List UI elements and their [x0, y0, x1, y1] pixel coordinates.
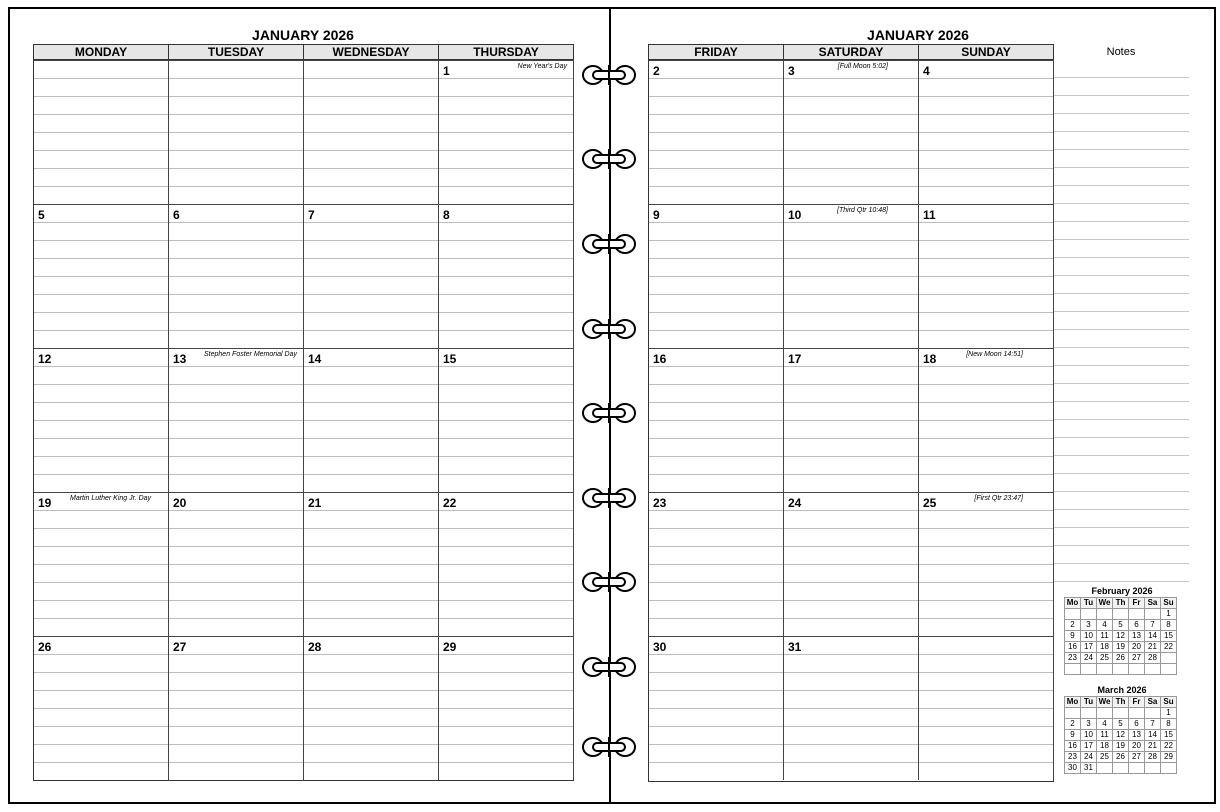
mini-day: 25 — [1097, 752, 1113, 763]
notes-line — [1054, 77, 1189, 78]
mini-day: 5 — [1113, 719, 1129, 730]
mini-day — [1161, 664, 1177, 675]
mini-day: 10 — [1081, 730, 1097, 741]
mini-weekday-header: Mo — [1065, 598, 1081, 609]
day-cell[interactable] — [34, 636, 169, 780]
day-cell[interactable] — [784, 348, 919, 492]
mini-day — [1081, 664, 1097, 675]
mini-day: 13 — [1129, 631, 1145, 642]
day-number: 21 — [308, 496, 322, 510]
weekday-header-saturday: SATURDAY — [784, 45, 919, 60]
notes-line — [1054, 437, 1189, 438]
mini-day — [1097, 609, 1113, 620]
notes-line — [1054, 113, 1189, 114]
day-cell[interactable] — [649, 60, 784, 204]
day-number: 8 — [443, 208, 450, 222]
day-number: 6 — [173, 208, 180, 222]
day-cell[interactable] — [649, 348, 784, 492]
day-cell[interactable] — [169, 348, 304, 492]
notes-line — [1054, 131, 1189, 132]
notes-line — [1054, 455, 1189, 456]
weekday-header-thursday: THURSDAY — [439, 45, 574, 60]
mini-day — [1129, 609, 1145, 620]
notes-title: Notes — [1106, 46, 1136, 58]
day-cell[interactable] — [439, 60, 574, 204]
mini-day: 24 — [1081, 752, 1097, 763]
notes-line — [1054, 311, 1189, 312]
day-cell[interactable] — [169, 204, 304, 348]
weekday-header-wednesday: WEDNESDAY — [304, 45, 439, 60]
mini-day: 25 — [1097, 653, 1113, 664]
notes-line — [1054, 527, 1189, 528]
mini-day: 28 — [1145, 752, 1161, 763]
day-number: 17 — [788, 352, 802, 366]
day-number: 31 — [788, 640, 802, 654]
notes-line — [1054, 329, 1189, 330]
mini-day — [1161, 763, 1177, 774]
mini-day: 9 — [1065, 631, 1081, 642]
notes-line — [1054, 239, 1189, 240]
mini-day — [1161, 653, 1177, 664]
mini-day — [1081, 609, 1097, 620]
mini-day — [1065, 708, 1081, 719]
notes-line — [1054, 257, 1189, 258]
day-number: 30 — [653, 640, 667, 654]
binder-ring-icon — [581, 318, 637, 340]
notes-line — [1054, 581, 1189, 582]
weekday-header-tuesday: TUESDAY — [169, 45, 304, 60]
notes-line — [1054, 545, 1189, 546]
day-cell[interactable] — [439, 204, 574, 348]
day-cell[interactable] — [784, 636, 919, 780]
mini-day: 16 — [1065, 642, 1081, 653]
mini-day: 27 — [1129, 653, 1145, 664]
day-cell[interactable] — [169, 60, 304, 204]
mini-day: 15 — [1161, 730, 1177, 741]
mini-day: 2 — [1065, 719, 1081, 730]
mini-day: 28 — [1145, 653, 1161, 664]
mini-weekday-header: Fr — [1129, 598, 1145, 609]
day-cell[interactable] — [784, 204, 919, 348]
mini-weekday-header: Tu — [1081, 697, 1097, 708]
mini-weekday-header: Sa — [1145, 598, 1161, 609]
mini-day: 19 — [1113, 642, 1129, 653]
right-month-title: JANUARY 2026 — [867, 27, 969, 43]
mini-day: 9 — [1065, 730, 1081, 741]
notes-line — [1054, 293, 1189, 294]
mini-day: 8 — [1161, 620, 1177, 631]
binder-ring-icon — [581, 571, 637, 593]
mini-day: 30 — [1065, 763, 1081, 774]
mini-day — [1065, 609, 1081, 620]
mini-calendar — [1064, 696, 1177, 774]
day-number: 11 — [923, 208, 936, 222]
mini-day: 27 — [1129, 752, 1145, 763]
notes-line — [1054, 185, 1189, 186]
day-cell[interactable] — [649, 492, 784, 636]
day-cell[interactable] — [304, 204, 439, 348]
mini-day: 21 — [1145, 642, 1161, 653]
day-cell[interactable] — [34, 204, 169, 348]
day-number: 10 — [788, 208, 802, 222]
day-number: 29 — [443, 640, 457, 654]
notes-line — [1054, 473, 1189, 474]
mini-day: 4 — [1097, 620, 1113, 631]
notes-line — [1054, 95, 1189, 96]
day-cell[interactable] — [784, 60, 919, 204]
mini-weekday-header: We — [1097, 598, 1113, 609]
notes-line — [1054, 401, 1189, 402]
day-number: 9 — [653, 208, 660, 222]
day-cell[interactable] — [784, 492, 919, 636]
mini-day: 5 — [1113, 620, 1129, 631]
mini-day: 29 — [1161, 752, 1177, 763]
day-number: 14 — [308, 352, 322, 366]
day-number: 13 — [173, 352, 187, 366]
binder-ring-icon — [581, 487, 637, 509]
holiday-note: [First Qtr 23:47] — [974, 495, 1023, 502]
day-number: 20 — [173, 496, 187, 510]
mini-weekday-header: Su — [1161, 598, 1177, 609]
day-cell[interactable] — [439, 492, 574, 636]
day-number: 22 — [443, 496, 457, 510]
day-cell[interactable] — [169, 492, 304, 636]
mini-day: 24 — [1081, 653, 1097, 664]
mini-day: 12 — [1113, 631, 1129, 642]
mini-day: 6 — [1129, 620, 1145, 631]
notes-line — [1054, 221, 1189, 222]
notes-line — [1054, 365, 1189, 366]
left-month-title: JANUARY 2026 — [252, 27, 354, 43]
mini-day — [1097, 664, 1113, 675]
day-cell[interactable] — [919, 636, 1054, 780]
mini-day: 26 — [1113, 653, 1129, 664]
weekday-header-friday: FRIDAY — [649, 45, 784, 60]
day-number: 18 — [923, 352, 937, 366]
mini-day: 13 — [1129, 730, 1145, 741]
mini-day: 11 — [1097, 631, 1113, 642]
notes-line — [1054, 149, 1189, 150]
mini-day: 7 — [1145, 620, 1161, 631]
mini-day: 8 — [1161, 719, 1177, 730]
mini-day: 22 — [1161, 741, 1177, 752]
notes-line — [1054, 509, 1189, 510]
weekday-header-monday: MONDAY — [34, 45, 169, 60]
mini-day: 10 — [1081, 631, 1097, 642]
mini-day: 18 — [1097, 741, 1113, 752]
binder-ring-icon — [581, 64, 637, 86]
mini-day: 17 — [1081, 642, 1097, 653]
mini-weekday-header: Tu — [1081, 598, 1097, 609]
mini-day: 2 — [1065, 620, 1081, 631]
mini-weekday-header: Fr — [1129, 697, 1145, 708]
mini-day — [1145, 664, 1161, 675]
mini-day: 11 — [1097, 730, 1113, 741]
day-number: 4 — [923, 64, 930, 78]
day-cell[interactable] — [304, 348, 439, 492]
day-cell[interactable] — [304, 492, 439, 636]
day-cell[interactable] — [304, 636, 439, 780]
binder-ring-icon — [581, 656, 637, 678]
day-number: 23 — [653, 496, 667, 510]
mini-day: 15 — [1161, 631, 1177, 642]
mini-calendar-title: February 2026 — [1091, 586, 1153, 596]
mini-calendar-title: March 2026 — [1097, 685, 1147, 695]
mini-day: 6 — [1129, 719, 1145, 730]
mini-day: 22 — [1161, 642, 1177, 653]
day-number: 28 — [308, 640, 322, 654]
mini-day: 26 — [1113, 752, 1129, 763]
day-cell[interactable] — [439, 636, 574, 780]
notes-line — [1054, 419, 1189, 420]
mini-calendar — [1064, 597, 1177, 675]
weekday-header-sunday: SUNDAY — [919, 45, 1054, 60]
day-cell[interactable] — [919, 204, 1054, 348]
day-cell[interactable] — [169, 636, 304, 780]
day-cell[interactable] — [919, 492, 1054, 636]
holiday-note: Stephen Foster Memorial Day — [204, 351, 297, 358]
mini-day: 23 — [1065, 653, 1081, 664]
mini-day — [1145, 708, 1161, 719]
mini-weekday-header: Th — [1113, 598, 1129, 609]
day-number: 19 — [38, 496, 52, 510]
day-cell[interactable] — [34, 492, 169, 636]
mini-day — [1097, 708, 1113, 719]
mini-day: 14 — [1145, 730, 1161, 741]
mini-day — [1129, 763, 1145, 774]
mini-day: 19 — [1113, 741, 1129, 752]
mini-day — [1145, 763, 1161, 774]
mini-day: 18 — [1097, 642, 1113, 653]
day-number: 24 — [788, 496, 802, 510]
day-number: 7 — [308, 208, 315, 222]
day-number: 2 — [653, 64, 660, 78]
day-number: 5 — [38, 208, 45, 222]
mini-day: 1 — [1161, 708, 1177, 719]
binder-ring-icon — [581, 233, 637, 255]
mini-day — [1065, 664, 1081, 675]
day-cell[interactable] — [649, 204, 784, 348]
notes-line — [1054, 563, 1189, 564]
notes-line — [1054, 491, 1189, 492]
mini-day: 1 — [1161, 609, 1177, 620]
mini-weekday-header: Su — [1161, 697, 1177, 708]
mini-day — [1081, 708, 1097, 719]
mini-day — [1113, 609, 1129, 620]
day-cell[interactable] — [34, 348, 169, 492]
mini-weekday-header: Mo — [1065, 697, 1081, 708]
mini-day — [1113, 664, 1129, 675]
mini-day: 4 — [1097, 719, 1113, 730]
notes-line — [1054, 347, 1189, 348]
notes-line — [1054, 167, 1189, 168]
mini-day: 3 — [1081, 719, 1097, 730]
mini-day — [1113, 763, 1129, 774]
holiday-note: [Third Qtr 10:48] — [837, 207, 888, 214]
holiday-note: Martin Luther King Jr. Day — [70, 495, 152, 502]
day-number: 16 — [653, 352, 667, 366]
mini-weekday-header: We — [1097, 697, 1113, 708]
notes-line — [1054, 275, 1189, 276]
mini-day — [1129, 708, 1145, 719]
day-number: 3 — [788, 64, 795, 78]
day-cell[interactable] — [439, 348, 574, 492]
mini-day: 12 — [1113, 730, 1129, 741]
binder-ring-icon — [581, 736, 637, 758]
binder-ring-icon — [581, 402, 637, 424]
mini-day: 23 — [1065, 752, 1081, 763]
mini-day: 7 — [1145, 719, 1161, 730]
day-cell[interactable] — [919, 348, 1054, 492]
day-number: 1 — [443, 64, 450, 78]
mini-day — [1129, 664, 1145, 675]
notes-line — [1054, 203, 1189, 204]
right-calendar-grid — [648, 44, 1054, 782]
left-calendar-grid — [33, 44, 574, 781]
mini-weekday-header: Th — [1113, 697, 1129, 708]
mini-day: 16 — [1065, 741, 1081, 752]
mini-day: 14 — [1145, 631, 1161, 642]
day-number: 27 — [173, 640, 187, 654]
mini-day: 21 — [1145, 741, 1161, 752]
mini-day: 20 — [1129, 741, 1145, 752]
day-cell[interactable] — [34, 60, 169, 204]
mini-day: 17 — [1081, 741, 1097, 752]
day-cell[interactable] — [649, 636, 784, 780]
mini-day: 20 — [1129, 642, 1145, 653]
day-number: 26 — [38, 640, 52, 654]
holiday-note: [Full Moon 5:02] — [837, 63, 888, 70]
holiday-note: [New Moon 14:51] — [966, 351, 1023, 358]
day-cell[interactable] — [919, 60, 1054, 204]
binder-ring-icon — [581, 148, 637, 170]
mini-day — [1145, 609, 1161, 620]
mini-day — [1113, 708, 1129, 719]
holiday-note: New Year's Day — [517, 63, 567, 70]
day-cell[interactable] — [304, 60, 439, 204]
mini-day: 31 — [1081, 763, 1097, 774]
day-number: 25 — [923, 496, 937, 510]
mini-weekday-header: Sa — [1145, 697, 1161, 708]
day-number: 12 — [38, 352, 52, 366]
mini-day: 3 — [1081, 620, 1097, 631]
day-number: 15 — [443, 352, 457, 366]
notes-line — [1054, 383, 1189, 384]
mini-day — [1097, 763, 1113, 774]
